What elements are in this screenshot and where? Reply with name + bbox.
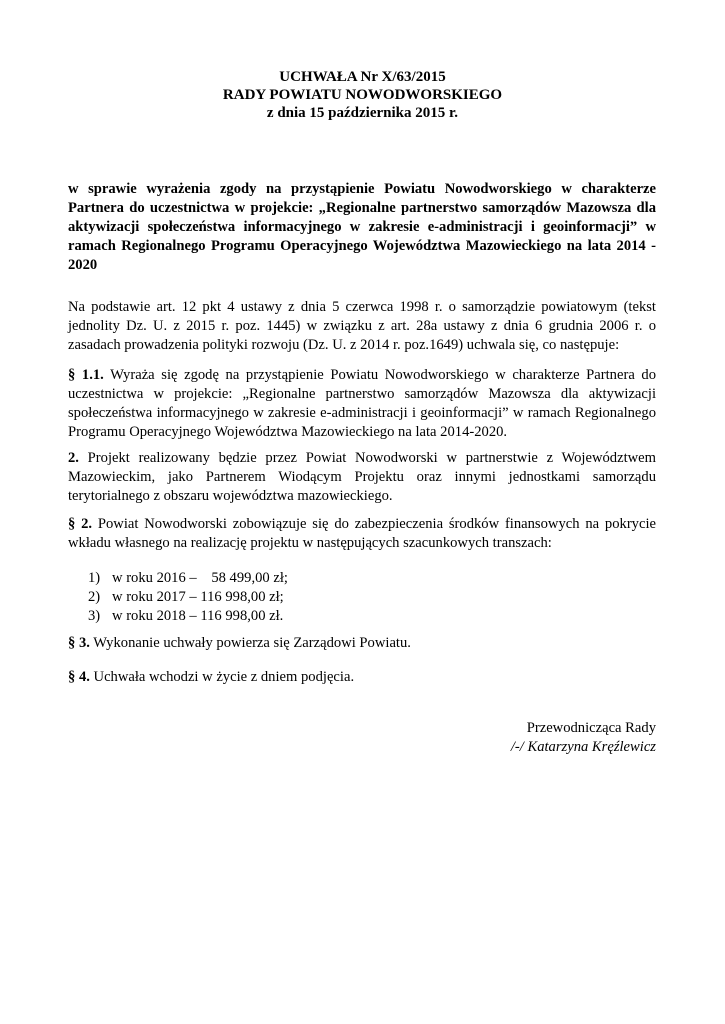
section-text: Wyraża się zgodę na przystąpienie Powiatu Nowodworskiego w charakterze Partnera do uczestnictwa w projekcie: „Regionalne partnerstwo samorządów Mazowsza dla aktywizacji społeczeństwa informacyjnego w zakresie e-administracji i geoinformacji” w ramach Regionalnego Programu Operacyjnego Województwa Mazowieckiego na lata 2014-2020. xyxy=(68,367,656,440)
resolution-number: UCHWAŁA Nr X/63/2015 xyxy=(279,69,446,85)
section-1-2 xyxy=(68,449,656,506)
signatory-title: Przewodnicząca Rady xyxy=(526,720,656,736)
list-item xyxy=(88,569,288,588)
legal-basis: Na podstawie art. 12 pkt 4 ustawy z dnia 5 czerwca 1998 r. o samorządzie powiatowym (tekst jednolity Dz. U. z 2015 r. poz. 1445) w związku z art. 28a ustawy z dnia 6 grudnia 2006 r. o zasadach prowadzenia polityki rozwoju (Dz. U. z 2014 r. poz.1649) uchwala się, co następuje: xyxy=(68,299,656,353)
list-text: w roku 2016 – 58 499,00 zł; xyxy=(112,570,288,586)
section-text: Uchwała wchodzi w życie z dniem podjęcia. xyxy=(89,669,355,685)
list-item xyxy=(88,588,288,607)
list-text: w roku 2018 – 116 998,00 zł. xyxy=(112,608,284,624)
section-mark: § 4. xyxy=(68,669,90,685)
list-text: w roku 2017 – 116 998,00 zł; xyxy=(112,589,284,605)
section-mark: § 2. xyxy=(68,516,93,532)
section-mark: § 3. xyxy=(68,635,90,651)
section-1-1 xyxy=(68,366,656,442)
list-number: 1) xyxy=(88,570,101,586)
section-mark: § 1.1. xyxy=(68,367,104,383)
section-3 xyxy=(68,634,656,653)
signature-block xyxy=(511,719,656,757)
council-name: RADY POWIATU NOWODWORSKIEGO xyxy=(222,87,503,103)
section-2 xyxy=(68,515,656,553)
tranche-list xyxy=(88,569,288,626)
section-text: Powiat Nowodworski zobowiązuje się do zabezpieczenia środków finansowych na pokrycie wkładu własnego na realizację projektu w następujących szacunkowych transzach: xyxy=(68,516,656,551)
resolution-date: z dnia 15 października 2015 r. xyxy=(266,105,459,121)
document-header xyxy=(0,68,725,122)
list-number: 3) xyxy=(88,608,101,624)
section-mark: 2. xyxy=(68,450,79,466)
signatory-name: /-/ Katarzyna Kręźlewicz xyxy=(510,739,656,755)
section-text: Wykonanie uchwały powierza się Zarządowi Powiatu. xyxy=(89,635,411,651)
list-item xyxy=(88,607,288,626)
section-4 xyxy=(68,668,656,687)
resolution-subject: w sprawie wyrażenia zgody na przystąpienie Powiatu Nowodworskiego w charakterze Partnera do uczestnictwa w projekcie: „Regionalne partnerstwo samorządów Mazowsza dla aktywizacji społeczeństwa informacyjnego w zakresie e-administracji i geoinformacji” w ramach Regionalnego Programu Operacyjnego Województwa Mazowieckiego na lata 2014 - 2020 xyxy=(68,181,656,273)
list-number: 2) xyxy=(88,589,101,605)
section-text: Projekt realizowany będzie przez Powiat Nowodworski w partnerstwie z Województwem Mazowieckim, jako Partnerem Wiodącym Projektu oraz innymi jednostkami samorządu terytorialnego z obszaru województwa mazowieckiego. xyxy=(68,450,656,504)
